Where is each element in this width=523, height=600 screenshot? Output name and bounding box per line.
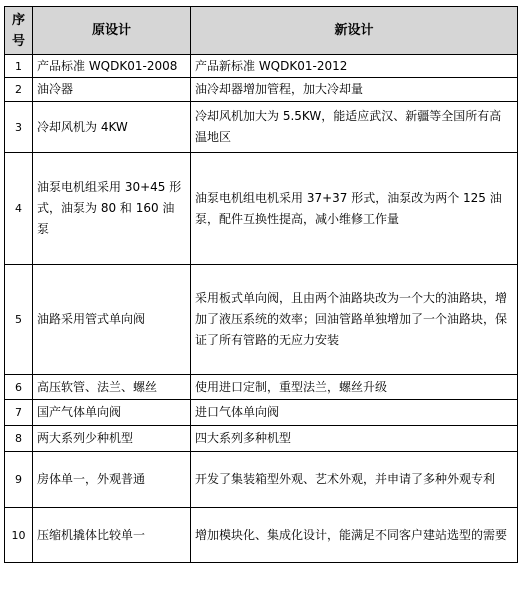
- row-new: 开发了集装箱型外观、艺术外观，并申请了多种外观专利: [191, 452, 518, 508]
- row-new: 油泵电机组电机采用 37+37 形式，油泵改为两个 125 油泵，配件互换性提高，减小维修工作量: [191, 153, 518, 265]
- row-new: 冷却风机加大为 5.5KW，能适应武汉、新疆等全国所有高温地区: [191, 102, 518, 153]
- table-row: [5, 102, 518, 153]
- row-old: 国产气体单向阀: [33, 400, 191, 426]
- row-no: 6: [5, 375, 33, 400]
- comparison-table: [4, 6, 518, 563]
- row-no: 10: [5, 508, 33, 563]
- table-row: [5, 400, 518, 426]
- table-row: [5, 265, 518, 375]
- row-new: 采用板式单向阀，且由两个油路块改为一个大的油路块，增加了液压系统的效率；回油管路单独增加了一个油路块，保证了所有管路的无应力安装: [191, 265, 518, 375]
- row-no: 1: [5, 55, 33, 78]
- row-new: 产品新标准 WQDK01-2012: [191, 55, 518, 78]
- row-old: 两大系列少种机型: [33, 426, 191, 452]
- row-old: 产品标准 WQDK01-2008: [33, 55, 191, 78]
- row-no: 5: [5, 265, 33, 375]
- header-row: [5, 7, 518, 55]
- row-new: 四大系列多种机型: [191, 426, 518, 452]
- row-new: 增加模块化、集成化设计，能满足不同客户建站选型的需要: [191, 508, 518, 563]
- header-new: 新设计: [191, 7, 518, 55]
- header-no-text: 序号: [11, 12, 25, 49]
- table-row: [5, 452, 518, 508]
- row-no: 8: [5, 426, 33, 452]
- row-new: 使用进口定制，重型法兰，螺丝升级: [191, 375, 518, 400]
- row-no: 7: [5, 400, 33, 426]
- table-row: [5, 55, 518, 78]
- header-no: [5, 7, 33, 55]
- row-no: 4: [5, 153, 33, 265]
- row-old: 房体单一，外观普通: [33, 452, 191, 508]
- table-row: [5, 426, 518, 452]
- table-row: [5, 508, 518, 563]
- row-no: 2: [5, 78, 33, 102]
- row-old: 油泵电机组采用 30+45 形式，油泵为 80 和 160 油泵: [33, 153, 191, 265]
- row-old: 油路采用管式单向阀: [33, 265, 191, 375]
- row-new: 油冷却器增加管程，加大冷却量: [191, 78, 518, 102]
- row-old: 冷却风机为 4KW: [33, 102, 191, 153]
- header-old: 原设计: [33, 7, 191, 55]
- row-old: 油冷器: [33, 78, 191, 102]
- table-row: [5, 78, 518, 102]
- row-old: 高压软管、法兰、螺丝: [33, 375, 191, 400]
- row-no: 9: [5, 452, 33, 508]
- table-row: [5, 153, 518, 265]
- row-new: 进口气体单向阀: [191, 400, 518, 426]
- row-old: 压缩机撬体比较单一: [33, 508, 191, 563]
- table-row: [5, 375, 518, 400]
- row-no: 3: [5, 102, 33, 153]
